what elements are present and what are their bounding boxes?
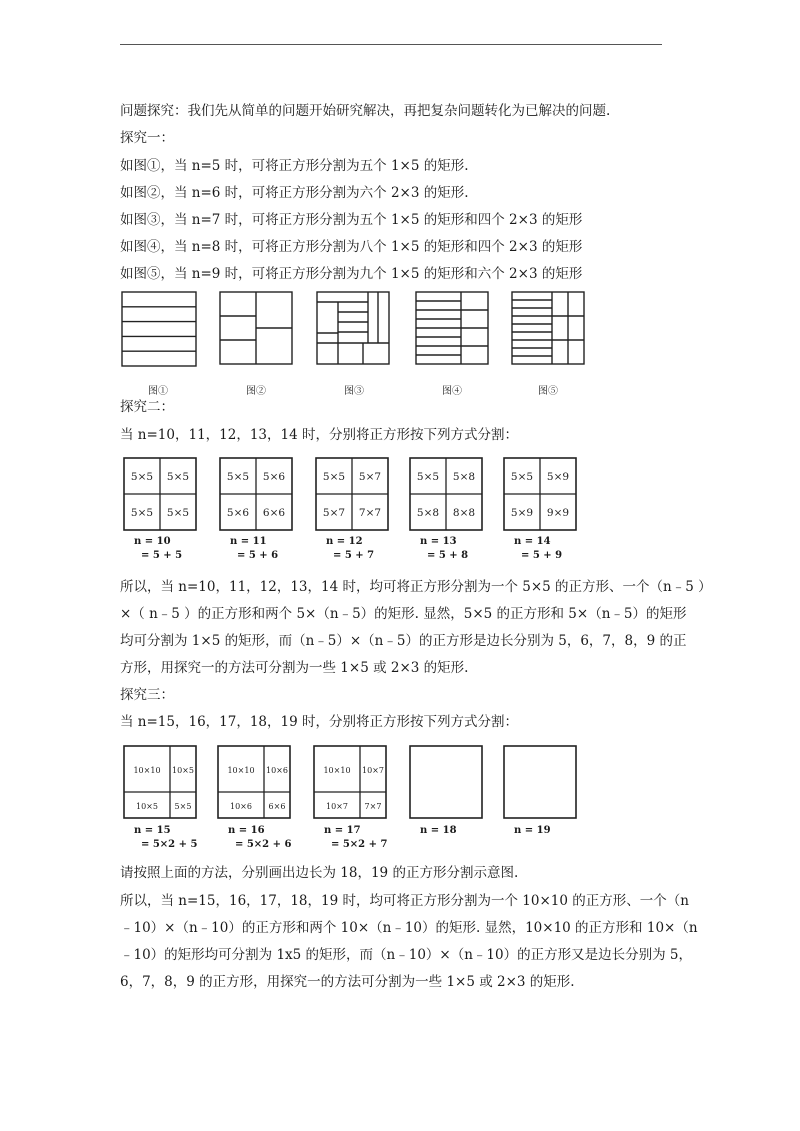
header-rule <box>120 44 662 45</box>
figure-3 <box>317 292 389 364</box>
cell-label: 6×6 <box>262 507 286 519</box>
figure-formula: n = 11 = 5 + 6 <box>230 536 279 561</box>
cell-label: 5×8 <box>452 471 476 483</box>
figure-formula: n = 19 <box>514 825 551 836</box>
cell-label: 5×5 <box>416 471 440 483</box>
text-line: 所以，当 n=15，16，17，18，19 时，均可将正方形分割为一个 10×10 的正方形、一个（n <box>120 893 689 909</box>
partition-figure <box>122 456 202 536</box>
figure-caption: 图⑤ <box>538 386 558 397</box>
figure-row-1 <box>118 288 598 396</box>
text-line: 请按照上面的方法，分别画出边长为 18，19 的正方形分割示意图. <box>120 865 519 881</box>
text-line: 如图①，当 n=5 时，可将正方形分割为五个 1×5 的矩形. <box>120 158 469 174</box>
section-heading-3: 探究三： <box>120 687 174 703</box>
partition-figure <box>216 744 296 824</box>
cell-label: 10×10 <box>227 766 255 775</box>
cell-label: 5×7 <box>322 507 346 519</box>
partition-figure <box>312 744 392 824</box>
text-line: ×（ n﹣5 ）的正方形和两个 5×（n﹣5）的矩形. 显然，5×5 的正方形和 5×（n﹣5）的矩形 <box>120 606 687 622</box>
cell-label: 8×8 <box>452 507 476 519</box>
figure-formula: n = 14 = 5 + 9 <box>514 536 563 561</box>
cell-label: 7×7 <box>364 802 382 811</box>
partition-figure <box>502 456 582 536</box>
cell-label: 10×10 <box>133 766 161 775</box>
figure-caption: 图③ <box>344 386 364 397</box>
cell-label: 10×10 <box>323 766 351 775</box>
figure-2 <box>220 292 292 364</box>
figure-caption: 图④ <box>442 386 462 397</box>
cell-label: 5×5 <box>226 471 250 483</box>
cell-label: 7×7 <box>358 507 382 519</box>
section-heading-1: 探究一： <box>120 130 174 146</box>
cell-label: 10×7 <box>326 802 348 811</box>
partition-figure <box>122 744 202 824</box>
cell-label: 5×5 <box>130 471 154 483</box>
text-line: 6，7，8，9 的正方形，用探究一的方法可分割为一些 1×5 或 2×3 的矩形. <box>120 974 575 990</box>
text-line: 如图④，当 n=8 时，可将正方形分割为八个 1×5 的矩形和四个 2×3 的矩形 <box>120 239 583 255</box>
section-heading-2: 探究二： <box>120 399 174 415</box>
cell-label: 5×9 <box>510 507 534 519</box>
figure-caption: 图① <box>148 386 168 397</box>
cell-label: 9×9 <box>546 507 570 519</box>
partition-figure <box>314 456 394 536</box>
cell-label: 5×9 <box>546 471 570 483</box>
text-line: 如图⑤，当 n=9 时，可将正方形分割为九个 1×5 的矩形和六个 2×3 的矩形 <box>120 266 583 282</box>
cell-label: 5×5 <box>130 507 154 519</box>
cell-label: 10×7 <box>362 766 384 775</box>
cell-label: 6×6 <box>268 802 286 811</box>
partition-figure <box>408 744 488 824</box>
cell-label: 5×8 <box>416 507 440 519</box>
cell-label: 10×5 <box>136 802 158 811</box>
text-line: 如图②，当 n=6 时，可将正方形分割为六个 2×3 的矩形. <box>120 185 469 201</box>
cell-label: 5×5 <box>174 802 192 811</box>
cell-label: 5×7 <box>358 471 382 483</box>
text-line: 如图③，当 n=7 时，可将正方形分割为五个 1×5 的矩形和四个 2×3 的矩形 <box>120 212 583 228</box>
figure-formula: n = 15 = 5×2 + 5 <box>134 825 198 850</box>
partition-figure <box>218 456 298 536</box>
cell-label: 10×6 <box>266 766 288 775</box>
partition-figure <box>408 456 488 536</box>
figure-formula: n = 10 = 5 + 5 <box>134 536 183 561</box>
text-line: 当 n=10，11，12，13，14 时，分别将正方形按下列方式分割： <box>120 427 518 443</box>
text-line: 均可分割为 1×5 的矩形，而（n﹣5）×（n﹣5）的正方形是边长分别为 5，6，7，8，9 的正 <box>120 633 687 649</box>
cell-label: 10×6 <box>230 802 252 811</box>
figure-4 <box>416 292 488 364</box>
figure-formula: n = 12 = 5 + 7 <box>326 536 375 561</box>
cell-label: 5×5 <box>166 471 190 483</box>
text-line: 当 n=15，16，17，18，19 时，分别将正方形按下列方式分割： <box>120 714 518 730</box>
figure-formula: n = 16 = 5×2 + 6 <box>228 825 292 850</box>
cell-label: 5×5 <box>166 507 190 519</box>
text-line: 方形，用探究一的方法可分割为一些 1×5 或 2×3 的矩形. <box>120 660 469 676</box>
intro-paragraph: 问题探究：我们先从简单的问题开始研究解决，再把复杂问题转化为已解决的问题. <box>120 103 611 119</box>
figure-caption: 图② <box>246 386 266 397</box>
figure-1 <box>122 292 196 366</box>
text-line: 所以，当 n=10，11，12，13，14 时，均可将正方形分割为一个 5×5 的正方形、一个（n﹣5 ） <box>120 579 712 595</box>
partition-figure <box>502 744 582 824</box>
figure-formula: n = 17 = 5×2 + 7 <box>324 825 388 850</box>
cell-label: 5×5 <box>510 471 534 483</box>
text-line: ﹣10）×（n﹣10）的正方形和两个 10×（n﹣10）的矩形. 显然，10×10 的正方形和 10×（n <box>120 920 698 936</box>
cell-label: 5×5 <box>322 471 346 483</box>
figure-5 <box>512 292 584 364</box>
cell-label: 5×6 <box>226 507 250 519</box>
cell-label: 10×5 <box>172 766 194 775</box>
cell-label: 5×6 <box>262 471 286 483</box>
figure-formula: n = 18 <box>420 825 457 836</box>
figure-formula: n = 13 = 5 + 8 <box>420 536 469 561</box>
text-line: ﹣10）的矩形均可分割为 1x5 的矩形，而（n﹣10）×（n﹣10）的正方形又是边长分别为 5， <box>120 947 692 963</box>
